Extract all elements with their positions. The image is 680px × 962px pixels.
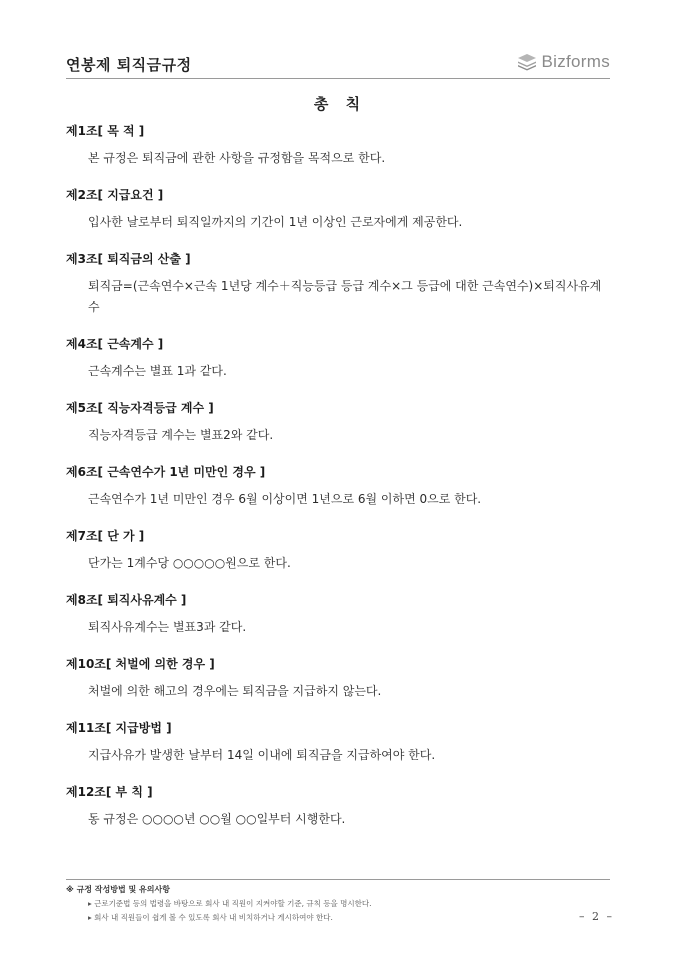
- article-body: 처벌에 의한 해고의 경우에는 퇴직금을 지급하지 않는다.: [88, 684, 382, 698]
- article-heading: 제7조[ 단 가 ]: [66, 529, 145, 543]
- article-body: 퇴직사유계수는 별표3과 같다.: [88, 620, 247, 634]
- bizforms-logo: [517, 52, 610, 72]
- article-body: 입사한 날로부터 퇴직일까지의 기간이 1년 이상인 근로자에게 제공한다.: [88, 215, 463, 229]
- footer-heading: ※ 규정 작성방법 및 유의사항: [66, 885, 170, 894]
- page-header: [66, 52, 610, 79]
- document-title: 연봉제 퇴직금규정: [66, 56, 192, 74]
- article-body: 본 규정은 퇴직금에 관한 사항을 규정함을 목적으로 한다.: [88, 151, 386, 165]
- footer-note: ▸ 근로기준법 등의 법령을 바탕으로 회사 내 직원이 지켜야할 기준, 규칙 등을 명시한다.: [88, 899, 372, 908]
- stack-layers-icon: [517, 53, 537, 71]
- article: [66, 186, 612, 233]
- article-body: 지급사유가 발생한 날부터 14일 이내에 퇴직금을 지급하여야 한다.: [88, 748, 436, 762]
- article-heading: 제8조[ 퇴직사유계수 ]: [66, 593, 187, 607]
- article-heading: 제2조[ 지급요건 ]: [66, 188, 164, 202]
- article-body: 퇴직금=(근속연수×근속 1년당 계수＋직능등급 등급 계수×그 등급에 대한 근속연수)×퇴직사유계수: [88, 279, 602, 314]
- article: [66, 122, 612, 169]
- article: [66, 655, 612, 702]
- section-title: 총 칙: [313, 95, 367, 113]
- article-heading: 제12조[ 부 칙 ]: [66, 785, 153, 799]
- article-body: 단가는 1계수당 ○○○○○원으로 한다.: [88, 556, 291, 570]
- article-heading: 제3조[ 퇴직금의 산출 ]: [66, 252, 191, 266]
- footer-note: ▸ 회사 내 직원들이 쉽게 볼 수 있도록 회사 내 비치하거나 게시하여야 한다.: [88, 913, 333, 922]
- page-number: – 2 –: [579, 910, 614, 923]
- article-heading: 제1조[ 목 적 ]: [66, 124, 145, 138]
- article: [66, 463, 612, 510]
- article-body: 근속계수는 별표 1과 같다.: [88, 364, 227, 378]
- article: [66, 783, 612, 830]
- article-heading: 제5조[ 직능자격등급 계수 ]: [66, 401, 214, 415]
- article-body: 동 규정은 ○○○○년 ○○월 ○○일부터 시행한다.: [88, 812, 346, 826]
- logo-text: Bizforms: [541, 52, 610, 71]
- article-heading: 제4조[ 근속계수 ]: [66, 337, 164, 351]
- article-body: 근속연수가 1년 미만인 경우 6월 이상이면 1년으로 6월 이하면 0으로 한다.: [88, 492, 482, 506]
- article: [66, 719, 612, 766]
- article: [66, 527, 612, 574]
- article-heading: 제11조[ 지급방법 ]: [66, 721, 172, 735]
- article: [66, 399, 612, 446]
- article: [66, 335, 612, 382]
- article: [66, 250, 612, 318]
- article: [66, 591, 612, 638]
- page-footer: [66, 879, 610, 923]
- article-heading: 제6조[ 근속연수가 1년 미만인 경우 ]: [66, 465, 266, 479]
- article-body: 직능자격등급 계수는 별표2와 같다.: [88, 428, 274, 442]
- article-heading: 제10조[ 처벌에 의한 경우 ]: [66, 657, 215, 671]
